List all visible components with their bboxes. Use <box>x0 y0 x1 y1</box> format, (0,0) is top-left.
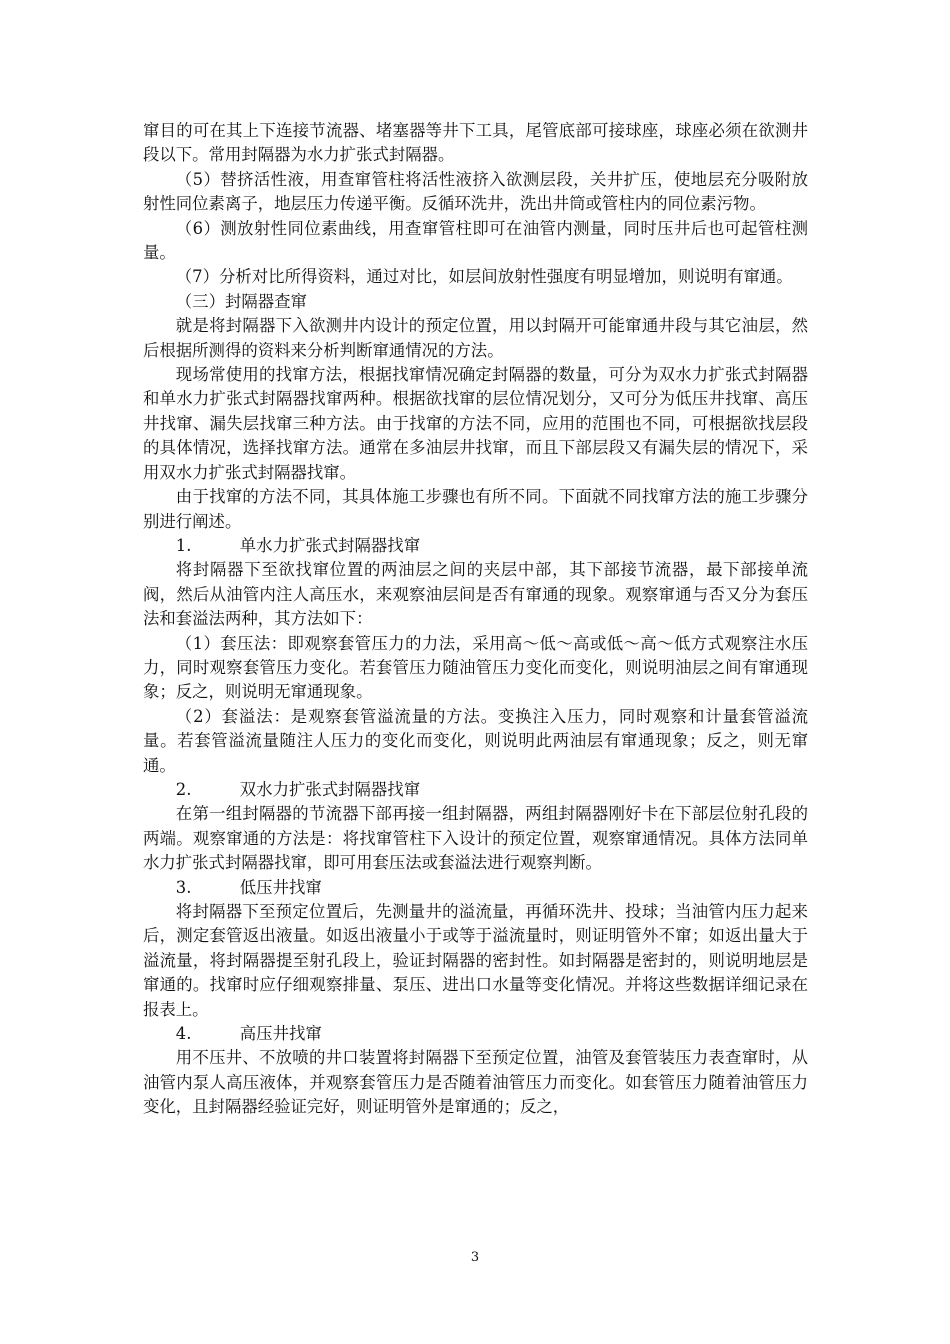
section-number: 3. <box>175 877 192 897</box>
section-title: 低压井找窜 <box>239 877 322 897</box>
paragraph: （2）套溢法：是观察套管溢流量的方法。变换注入压力，同时观察和计量套管溢流量。若套管溢流量随注人压力的变化而变化，则说明此两油层有窜通现象；反之，则无窜通。 <box>143 706 808 775</box>
section-heading <box>143 876 808 900</box>
paragraph: （1）套压法：即观察套管压力的力法，采用高～低～高或低～高～低方式观察注水压力，同时观察套管压力变化。若套管压力随油管压力变化而变化，则说明油层之间有窜通现象；反之，则说明无窜通现象。 <box>143 633 808 702</box>
body-text <box>143 119 808 1120</box>
section-heading <box>143 778 808 802</box>
paragraph: （5）替挤活性液，用查窜管柱将活性液挤入欲测层段，关井扩压，使地层充分吸附放射性同位素离子，地层压力传递平衡。反循环洗井，洗出井筒或管柱内的同位素污物。 <box>143 169 808 214</box>
section-heading <box>143 1022 808 1046</box>
section-number: 1. <box>175 535 192 555</box>
paragraph: 在第一组封隔器的节流器下部再接一组封隔器，两组封隔器刚好卡在下部层位射孔段的两端。观察窜通的方法是：将找窜管柱下入设计的预定位置，观察窜通情况。具体方法同单水力扩张式封隔器找窜，即可用套压法或套溢法进行观察判断。 <box>143 804 808 873</box>
section-title: 高压井找窜 <box>239 1024 322 1044</box>
paragraph: 将封隔器下至预定位置后，先测量井的溢流量，再循环洗井、投球；当油管内压力起来后，测定套管返出液量。如返出液量小于或等于溢流量时，则证明管外不窜；如返出量大于溢流量，将封隔器提至射孔段上，验证封隔器的密封性。如封隔器是密封的，则说明地层是窜通的。找窜时应仔细观察排量、泵压、进出口水量等变化情况。并将这些数据详细记录在报表上。 <box>143 902 808 1019</box>
paragraph: 就是将封隔器下入欲测井内设计的预定位置，用以封隔开可能窜通井段与其它油层，然后根据所测得的资料来分析判断窜通情况的方法。 <box>143 316 808 360</box>
paragraph: 窜目的可在其上下连接节流器、堵塞器等井下工具，尾管底部可接球座，球座必须在欲测井段以下。常用封隔器为水力扩张式封隔器。 <box>143 121 808 165</box>
section-title: 单水力扩张式封隔器找窜 <box>239 535 421 555</box>
section-number: 4. <box>175 1024 192 1044</box>
paragraph: 将封隔器下至欲找窜位置的两油层之间的夹层中部，其下部接节流器，最下部接单流阀，然后从油管内注人高压水，来观察油层间是否有窜通的现象。观察窜通与否又分为套压法和套溢法两种，其方法如下： <box>143 560 808 629</box>
paragraph: 由于找窜的方法不同，其具体施工步骤也有所不同。下面就不同找窜方法的施工步骤分别进行阐述。 <box>143 487 808 531</box>
section-heading <box>143 534 808 558</box>
paragraph: （7）分析对比所得资料，通过对比，如层间放射性强度有明显增加，则说明有窜通。 <box>175 267 793 287</box>
paragraph: （三）封隔器查窜 <box>175 291 307 311</box>
section-title: 双水力扩张式封隔器找窜 <box>239 779 421 799</box>
paragraph: 现场常使用的找窜方法，根据找窜情况确定封隔器的数量，可分为双水力扩张式封隔器和单水力扩张式封隔器找窜两种。根据欲找窜的层位情况划分，又可分为低压井找窜、高压井找窜、漏失层找窜三种方法。由于找窜的方法不同，应用的范围也不同，可根据欲找层段的具体情况，选择找窜方法。通常在多油层井找窜，而且下部层段又有漏失层的情况下，采用双水力扩张式封隔器找窜。 <box>143 365 808 482</box>
paragraph: 用不压井、不放喷的井口装置将封隔器下至预定位置，油管及套管装压力表查窜时，从油管内泵人高压液体，并观察套管压力是否随着油管压力而变化。如套管压力随着油管压力变化，且封隔器经验证完好，则证明管外是窜通的；反之， <box>143 1048 808 1117</box>
section-number: 2. <box>175 779 192 799</box>
page-number: 3 <box>470 1250 480 1265</box>
paragraph: （6）测放射性同位素曲线，用查窜管柱即可在油管内测量，同时压井后也可起管柱测量。 <box>143 218 808 263</box>
